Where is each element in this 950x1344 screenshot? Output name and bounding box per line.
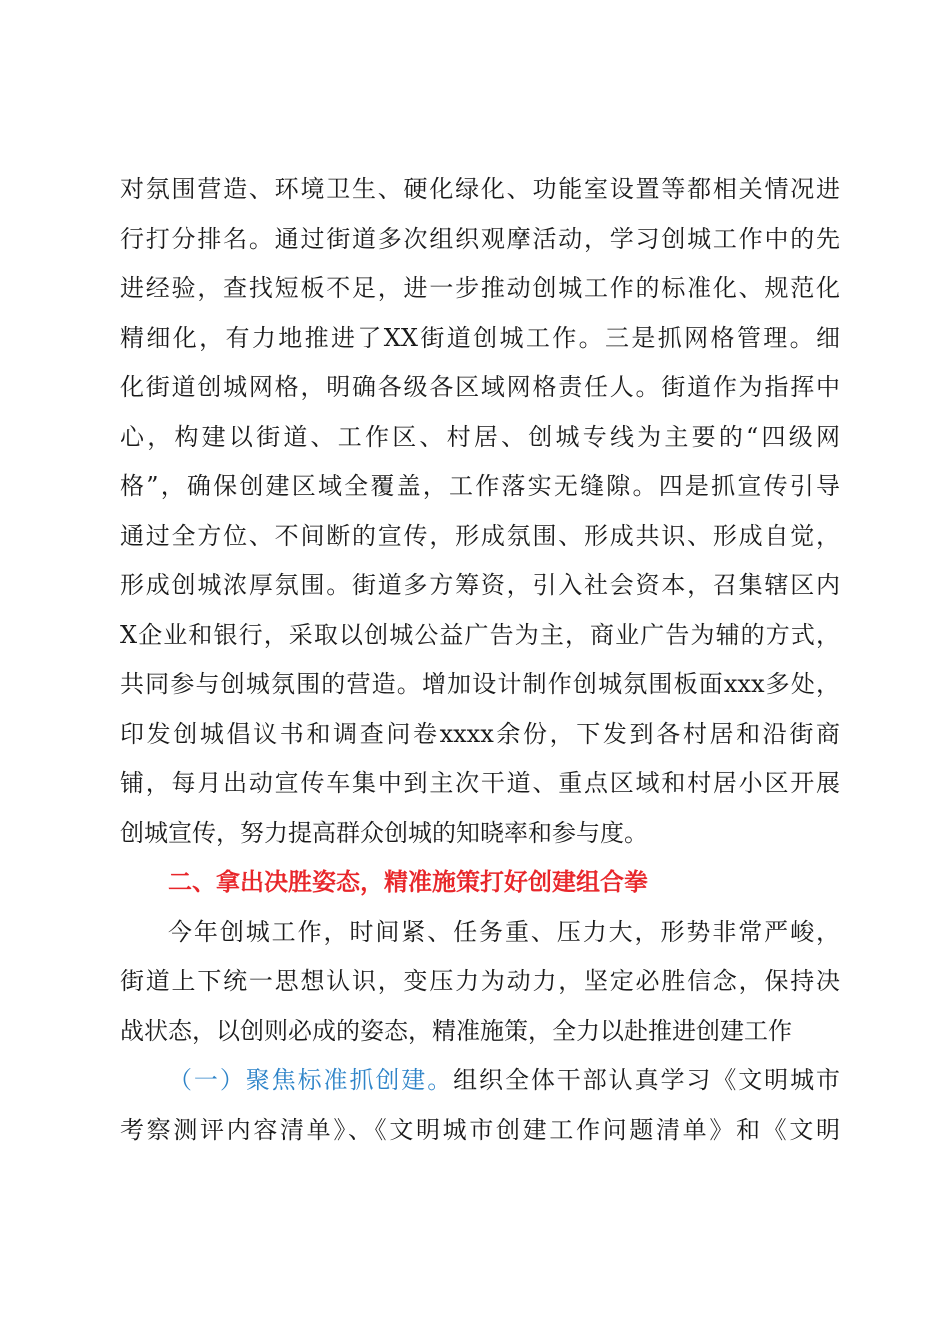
text-line: 化街道创城网格，明确各级各区域网格责任人。街道作为指挥中 [120,373,840,401]
paragraph-continued [120,165,840,858]
subsection-text: 组织全体干部认真学习《文明城市 [453,1066,841,1094]
text-line: 精细化，有力地推进了XX街道创城工作。三是抓网格管理。细 [120,323,840,352]
text-line: 创城宣传，努力提高群众创城的知晓率和参与度。 [120,818,648,847]
text-line: 考察测评内容清单》、《文明城市创建工作问题清单》和《文明 [120,1115,840,1144]
text-line [120,1056,840,1106]
text-line: 今年创城工作，时间紧、任务重、压力大，形势非常严峻， [168,917,840,946]
text-line: 街道上下统一思想认识，变压力为动力，坚定必胜信念，保持决 [120,967,840,995]
text-line: 进经验，查找短板不足，进一步推动创城工作的标准化、规范化 [120,274,840,302]
section-heading: 二、拿出决胜姿态，精准施策打好创建组合拳 [168,868,648,896]
section-paragraph [120,908,840,1057]
subsection-paragraph [120,1056,840,1155]
text-line: X企业和银行，采取以创城公益广告为主，商业广告为辅的方式， [120,620,840,649]
text-line: 心，构建以街道、工作区、村居、创城专线为主要的“四级网 [120,422,840,451]
text-line: 形成创城浓厚氛围。街道多方筹资，引入社会资本，召集辖区内 [120,571,840,599]
text-line: 通过全方位、不间断的宣传，形成氛围、形成共识、形成自觉， [120,521,840,550]
text-line: 铺，每月出动宣传车集中到主次干道、重点区域和村居小区开展 [120,769,840,797]
text-line: 战状态，以创则必成的姿态，精准施策，全力以赴推进创建工作 [120,1016,792,1045]
text-line: 共同参与创城氛围的营造。增加设计制作创城氛围板面xxx多处， [120,670,840,698]
document-body [120,165,840,1155]
text-line: 行打分排名。通过街道多次组织观摩活动，学习创城工作中的先 [120,224,840,253]
text-line: 对氛围营造、环境卫生、硬化绿化、功能室设置等都相关情况进 [120,175,840,203]
text-line: 印发创城倡议书和调查问卷xxxx余份，下发到各村居和沿街商 [120,719,840,748]
subsection-heading: （一）聚焦标准抓创建。 [168,1066,454,1094]
text-line: 格”，确保创建区域全覆盖，工作落实无缝隙。四是抓宣传引导 [120,472,840,500]
